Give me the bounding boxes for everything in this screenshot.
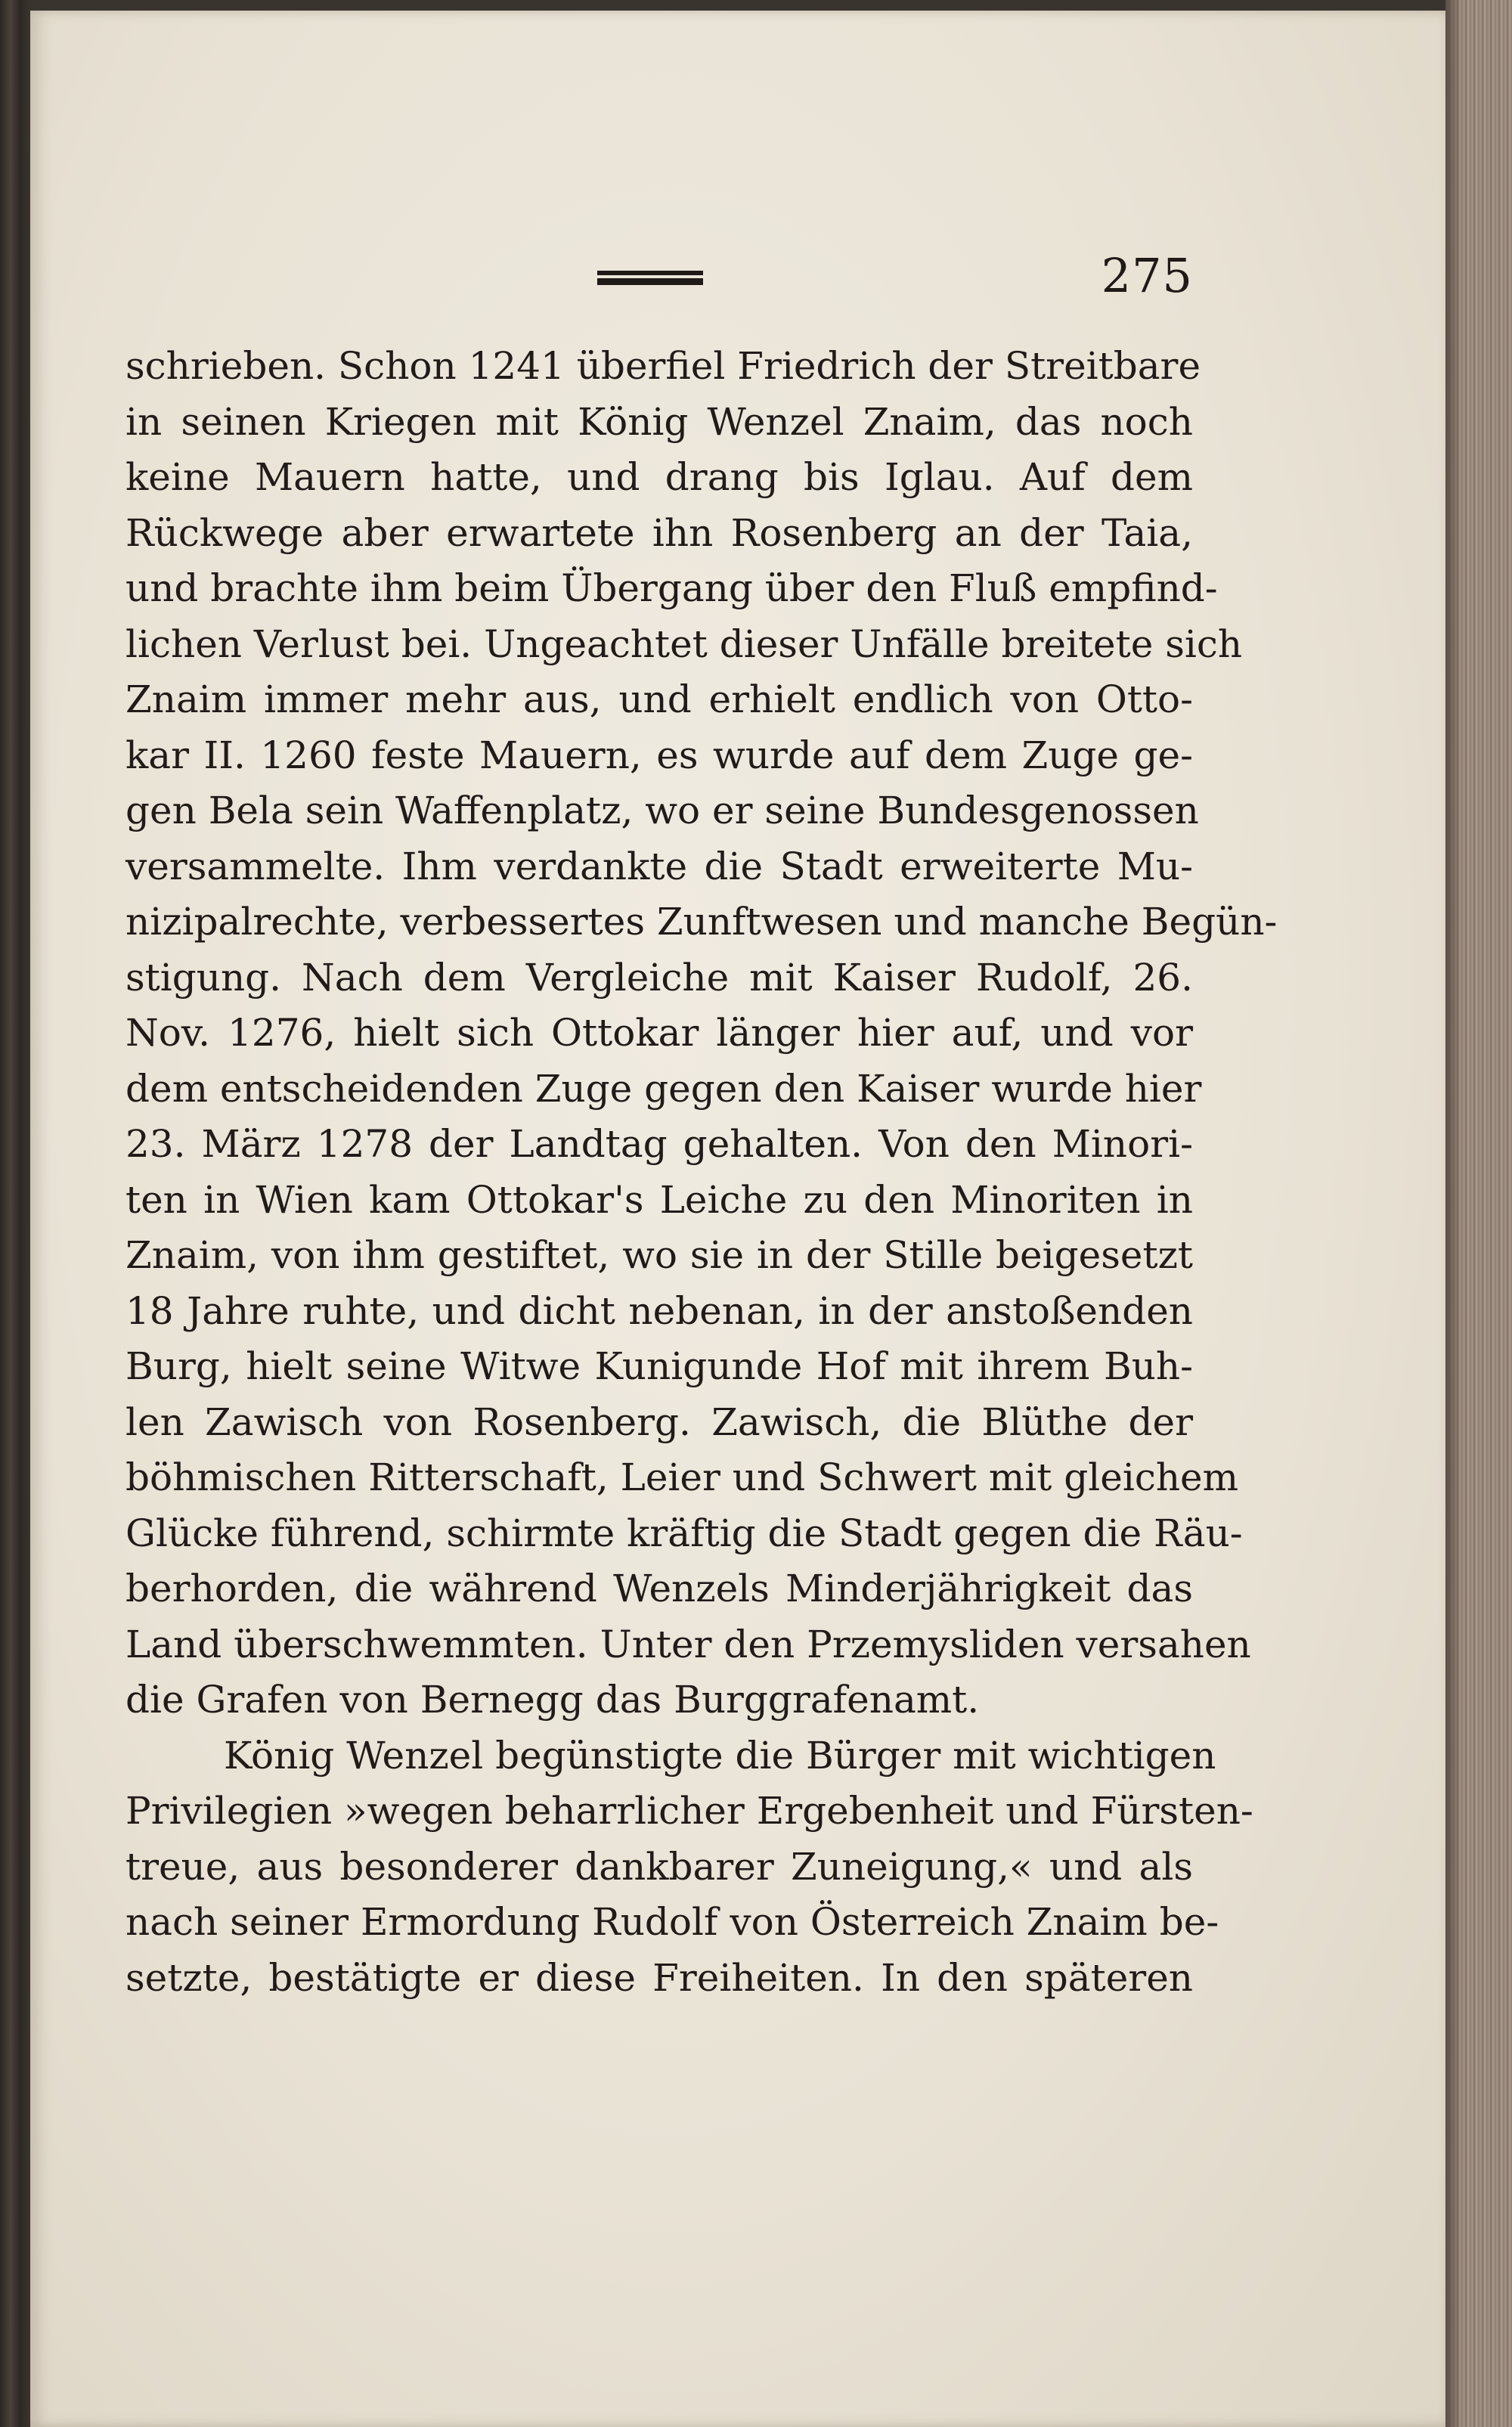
text-line: ten in Wien kam Ottokar's Leiche zu den Minoriten in — [125, 1177, 1193, 1222]
text-line: versammelte. Ihm verdankte die Stadt erweiterte Mu- — [125, 844, 1193, 888]
text-line: keine Mauern hatte, und drang bis Iglau. Auf dem — [125, 455, 1193, 499]
text-line: len Zawisch von Rosenberg. Zawisch, die Blüthe der — [125, 1399, 1193, 1444]
paragraph — [125, 1728, 1253, 2007]
text-line: und brachte ihm beim Übergang über den Fluß empfind- — [125, 566, 1218, 610]
header-ornament-rule — [597, 271, 703, 287]
text-line: stigung. Nach dem Vergleiche mit Kaiser Rudolf, 26. — [125, 955, 1193, 1000]
text-line: Znaim, von ihm gestiftet, wo sie in der Stille beigesetzt — [125, 1233, 1193, 1277]
text-line: böhmischen Ritterschaft, Leier und Schwert mit gleichem — [125, 1455, 1239, 1499]
text-line: König Wenzel begünstigte die Bürger mit wichtigen — [224, 1733, 1216, 1778]
text-line: dem entscheidenden Zuge gegen den Kaiser wurde hier — [125, 1066, 1202, 1111]
rule-thick-bar — [597, 278, 703, 285]
text-line: Privilegien »wegen beharrlicher Ergebenheit und Fürsten- — [125, 1789, 1253, 1833]
book-fore-edge — [1445, 0, 1512, 2427]
text-line: Rückwege aber erwartete ihn Rosenberg an der Taia, — [125, 510, 1193, 555]
text-line: 18 Jahre ruhte, und dicht nebenan, in der anstoßenden — [125, 1288, 1193, 1333]
text-line: berhorden, die während Wenzels Minderjährigkeit das — [125, 1567, 1193, 1610]
text-line: die Grafen von Bernegg das Burggrafenamt. — [125, 1678, 980, 1722]
text-line: Nov. 1276, hielt sich Ottokar länger hier auf, und vor — [125, 1011, 1193, 1055]
text-line: nizipalrechte, verbessertes Zunftwesen und manche Begün- — [125, 900, 1278, 944]
text-line: gen Bela sein Waffenplatz, wo er seine Bundesgenossen — [125, 789, 1199, 832]
paragraph — [125, 339, 1278, 1728]
text-line: Land überschwemmten. Unter den Przemysliden versahen — [125, 1622, 1251, 1666]
text-line: Znaim immer mehr aus, und erhielt endlich von Otto- — [125, 677, 1193, 721]
text-line: lichen Verlust bei. Ungeachtet dieser Unfälle breitete sich — [125, 621, 1243, 666]
text-line: kar II. 1260 feste Mauern, es wurde auf dem Zuge ge- — [125, 733, 1193, 777]
rule-thin-bar — [597, 271, 703, 275]
text-line: setzte, bestätigte er diese Freiheiten. In den späteren — [125, 1955, 1193, 2000]
body-text — [125, 339, 1278, 2006]
text-line: schrieben. Schon 1241 überfiel Friedrich der Streitbare — [125, 344, 1201, 388]
text-line: Burg, hielt seine Witwe Kunigunde Hof mit ihrem Buh- — [125, 1344, 1193, 1388]
text-line: nach seiner Ermordung Rudolf von Österreich Znaim be- — [125, 1900, 1219, 1944]
text-line: 23. März 1278 der Landtag gehalten. Von den Minori- — [125, 1122, 1193, 1166]
page-number: 275 — [1101, 248, 1193, 303]
text-line: in seinen Kriegen mit König Wenzel Znaim, das noch — [125, 399, 1193, 444]
text-line: treue, aus besonderer dankbarer Zuneigung,« und als — [125, 1844, 1193, 1889]
text-line: Glücke führend, schirmte kräftig die Stadt gegen die Räu- — [125, 1511, 1243, 1555]
